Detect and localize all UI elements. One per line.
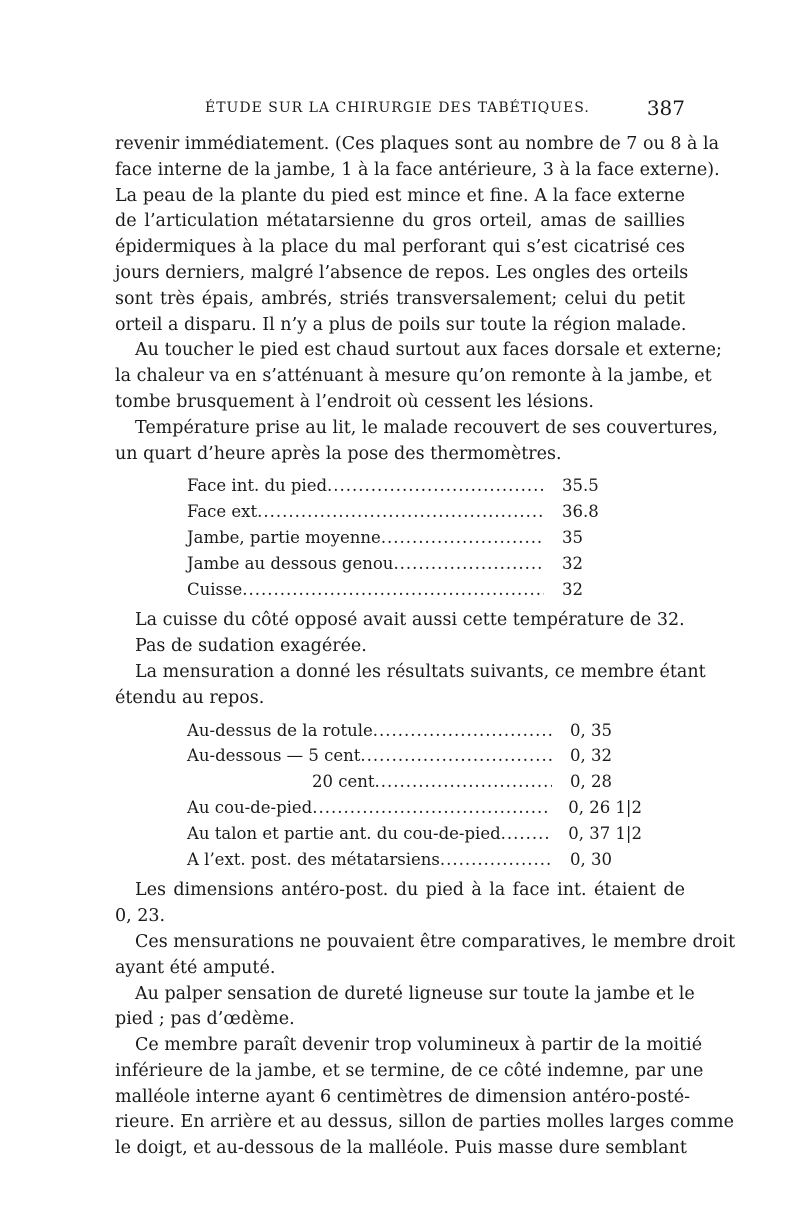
leader-dots [312, 795, 550, 821]
running-title: ÉTUDE SUR LA CHIRURGIE DES TABÉTIQUES. [205, 100, 590, 116]
row-value: 36.8 [562, 502, 599, 522]
row-label: A l’ext. post. des métatarsiens [187, 849, 440, 869]
leader-dots [393, 551, 544, 577]
leader-dots [440, 847, 552, 873]
table-row [115, 743, 642, 769]
page-body [115, 132, 736, 1162]
row-value: 32 [562, 579, 583, 599]
text-line: le doigt, et au-dessous de la malléole. Puis masse dure semblant [115, 1138, 687, 1159]
text-line: La cuisse du côté opposé avait aussi cette température de 32. [135, 610, 685, 631]
paragraph [115, 660, 706, 712]
text-line: jours derniers, malgré l’absence de repos. Les ongles des orteils [115, 262, 689, 283]
row-label: Au-dessus de la rotule [187, 720, 373, 740]
text-line: ayant été amputé. [115, 957, 276, 978]
leader-dots [373, 718, 552, 744]
page-header [115, 98, 685, 126]
text-line: malléole interne ayant 6 centimètres de dimension antéro-posté- [115, 1086, 691, 1107]
paragraph [115, 416, 718, 468]
leader-dots [242, 577, 544, 603]
text-line: Au palper sensation de dureté ligneuse sur toute la jambe et le [135, 983, 695, 1004]
paragraph [115, 930, 736, 982]
table-row [115, 577, 612, 603]
table-row [115, 821, 642, 847]
table-row [115, 718, 642, 744]
paragraph [115, 878, 685, 930]
table-row [115, 847, 642, 873]
row-value: 0, 37 1|2 [568, 823, 642, 843]
row-label: Au-dessous — 5 cent [187, 746, 361, 766]
row-value: 32 [562, 553, 583, 573]
text-line: 0, 23. [115, 906, 166, 927]
text-line: étendu au repos. [115, 687, 265, 708]
text-line: Température prise au lit, le malade recouvert de ses couvertures, [135, 417, 718, 438]
row-label: Face ext [187, 502, 258, 522]
text-line: Pas de sudation exagérée. [135, 636, 367, 657]
text-line: rieure. En arrière et au dessus, sillon de parties molles larges comme [115, 1112, 734, 1133]
text-line: La mensuration a donné les résultats suivants, ce membre étant [135, 661, 706, 682]
paragraph [115, 634, 685, 660]
row-label: Au cou-de-pied [187, 797, 313, 817]
row-label: Au talon et partie ant. du cou-de-pied [187, 823, 501, 843]
text-line: de l’articulation métatarsienne du gros orteil, amas de saillies [115, 211, 685, 232]
leader-dots [381, 525, 544, 551]
table-row [115, 473, 612, 499]
text-line: Les dimensions antéro-post. du pied à la face int. étaient de [135, 880, 685, 901]
table-row [115, 551, 612, 577]
text-line: La peau de la plante du pied est mince et fine. A la face externe [115, 185, 685, 206]
row-value: 0, 26 1|2 [568, 797, 642, 817]
leader-dots [360, 743, 552, 769]
measurement-table [115, 718, 685, 873]
row-label: Jambe, partie moyenne [187, 527, 381, 547]
table-row [115, 769, 642, 795]
paragraph [115, 132, 720, 338]
row-value: 35.5 [562, 476, 599, 496]
text-line: face interne de la jambe, 1 à la face antérieure, 3 à la face externe). [115, 159, 720, 180]
row-value: 0, 32 [570, 746, 612, 766]
text-line: tombe brusquement à l’endroit où cessent les lésions. [115, 391, 594, 412]
text-line: un quart d’heure après la pose des thermomètres. [115, 443, 562, 464]
table-row [115, 525, 612, 551]
page-number: 387 [646, 96, 685, 120]
row-value: 0, 35 [570, 720, 612, 740]
temperature-table [115, 473, 685, 602]
row-label: Jambe au dessous genou [187, 553, 394, 573]
text-line: Ce membre paraît devenir trop volumineux à partir de la moitié [135, 1035, 703, 1056]
text-line: Ces mensurations ne pouvaient être comparatives, le membre droit [135, 931, 736, 952]
text-line: revenir immédiatement. (Ces plaques sont au nombre de 7 ou 8 à la [115, 134, 720, 154]
text-line: la chaleur va en s’atténuant à mesure qu’on remonte à la jambe, et [115, 366, 712, 387]
text-line: épidermiques à la place du mal perforant qui s’est cicatrisé ces [115, 237, 685, 258]
paragraph [115, 608, 685, 634]
row-value: 0, 30 [570, 849, 612, 869]
row-value: 35 [562, 527, 583, 547]
text-line: Au toucher le pied est chaud surtout aux faces dorsale et externe; [135, 340, 722, 361]
paragraph [115, 1033, 734, 1162]
row-label: Cuisse [187, 579, 243, 599]
table-row [115, 795, 642, 821]
leader-dots [501, 821, 551, 847]
paragraph [115, 982, 695, 1034]
text-line: orteil a disparu. Il n’y a plus de poils sur toute la région malade. [115, 314, 687, 335]
row-label: 20 cent [312, 772, 375, 792]
leader-dots [257, 499, 544, 525]
text-line: pied ; pas d’œdème. [115, 1009, 295, 1030]
paragraph [115, 338, 722, 415]
leader-dots [327, 473, 544, 499]
text-line: inférieure de la jambe, et se termine, de ce côté indemne, par une [115, 1060, 704, 1081]
row-label: Face int. du pied [187, 476, 328, 496]
leader-dots [375, 769, 552, 795]
table-row [115, 499, 612, 525]
row-value: 0, 28 [570, 772, 612, 792]
text-line: sont très épais, ambrés, striés transversalement; celui du petit [115, 288, 685, 309]
